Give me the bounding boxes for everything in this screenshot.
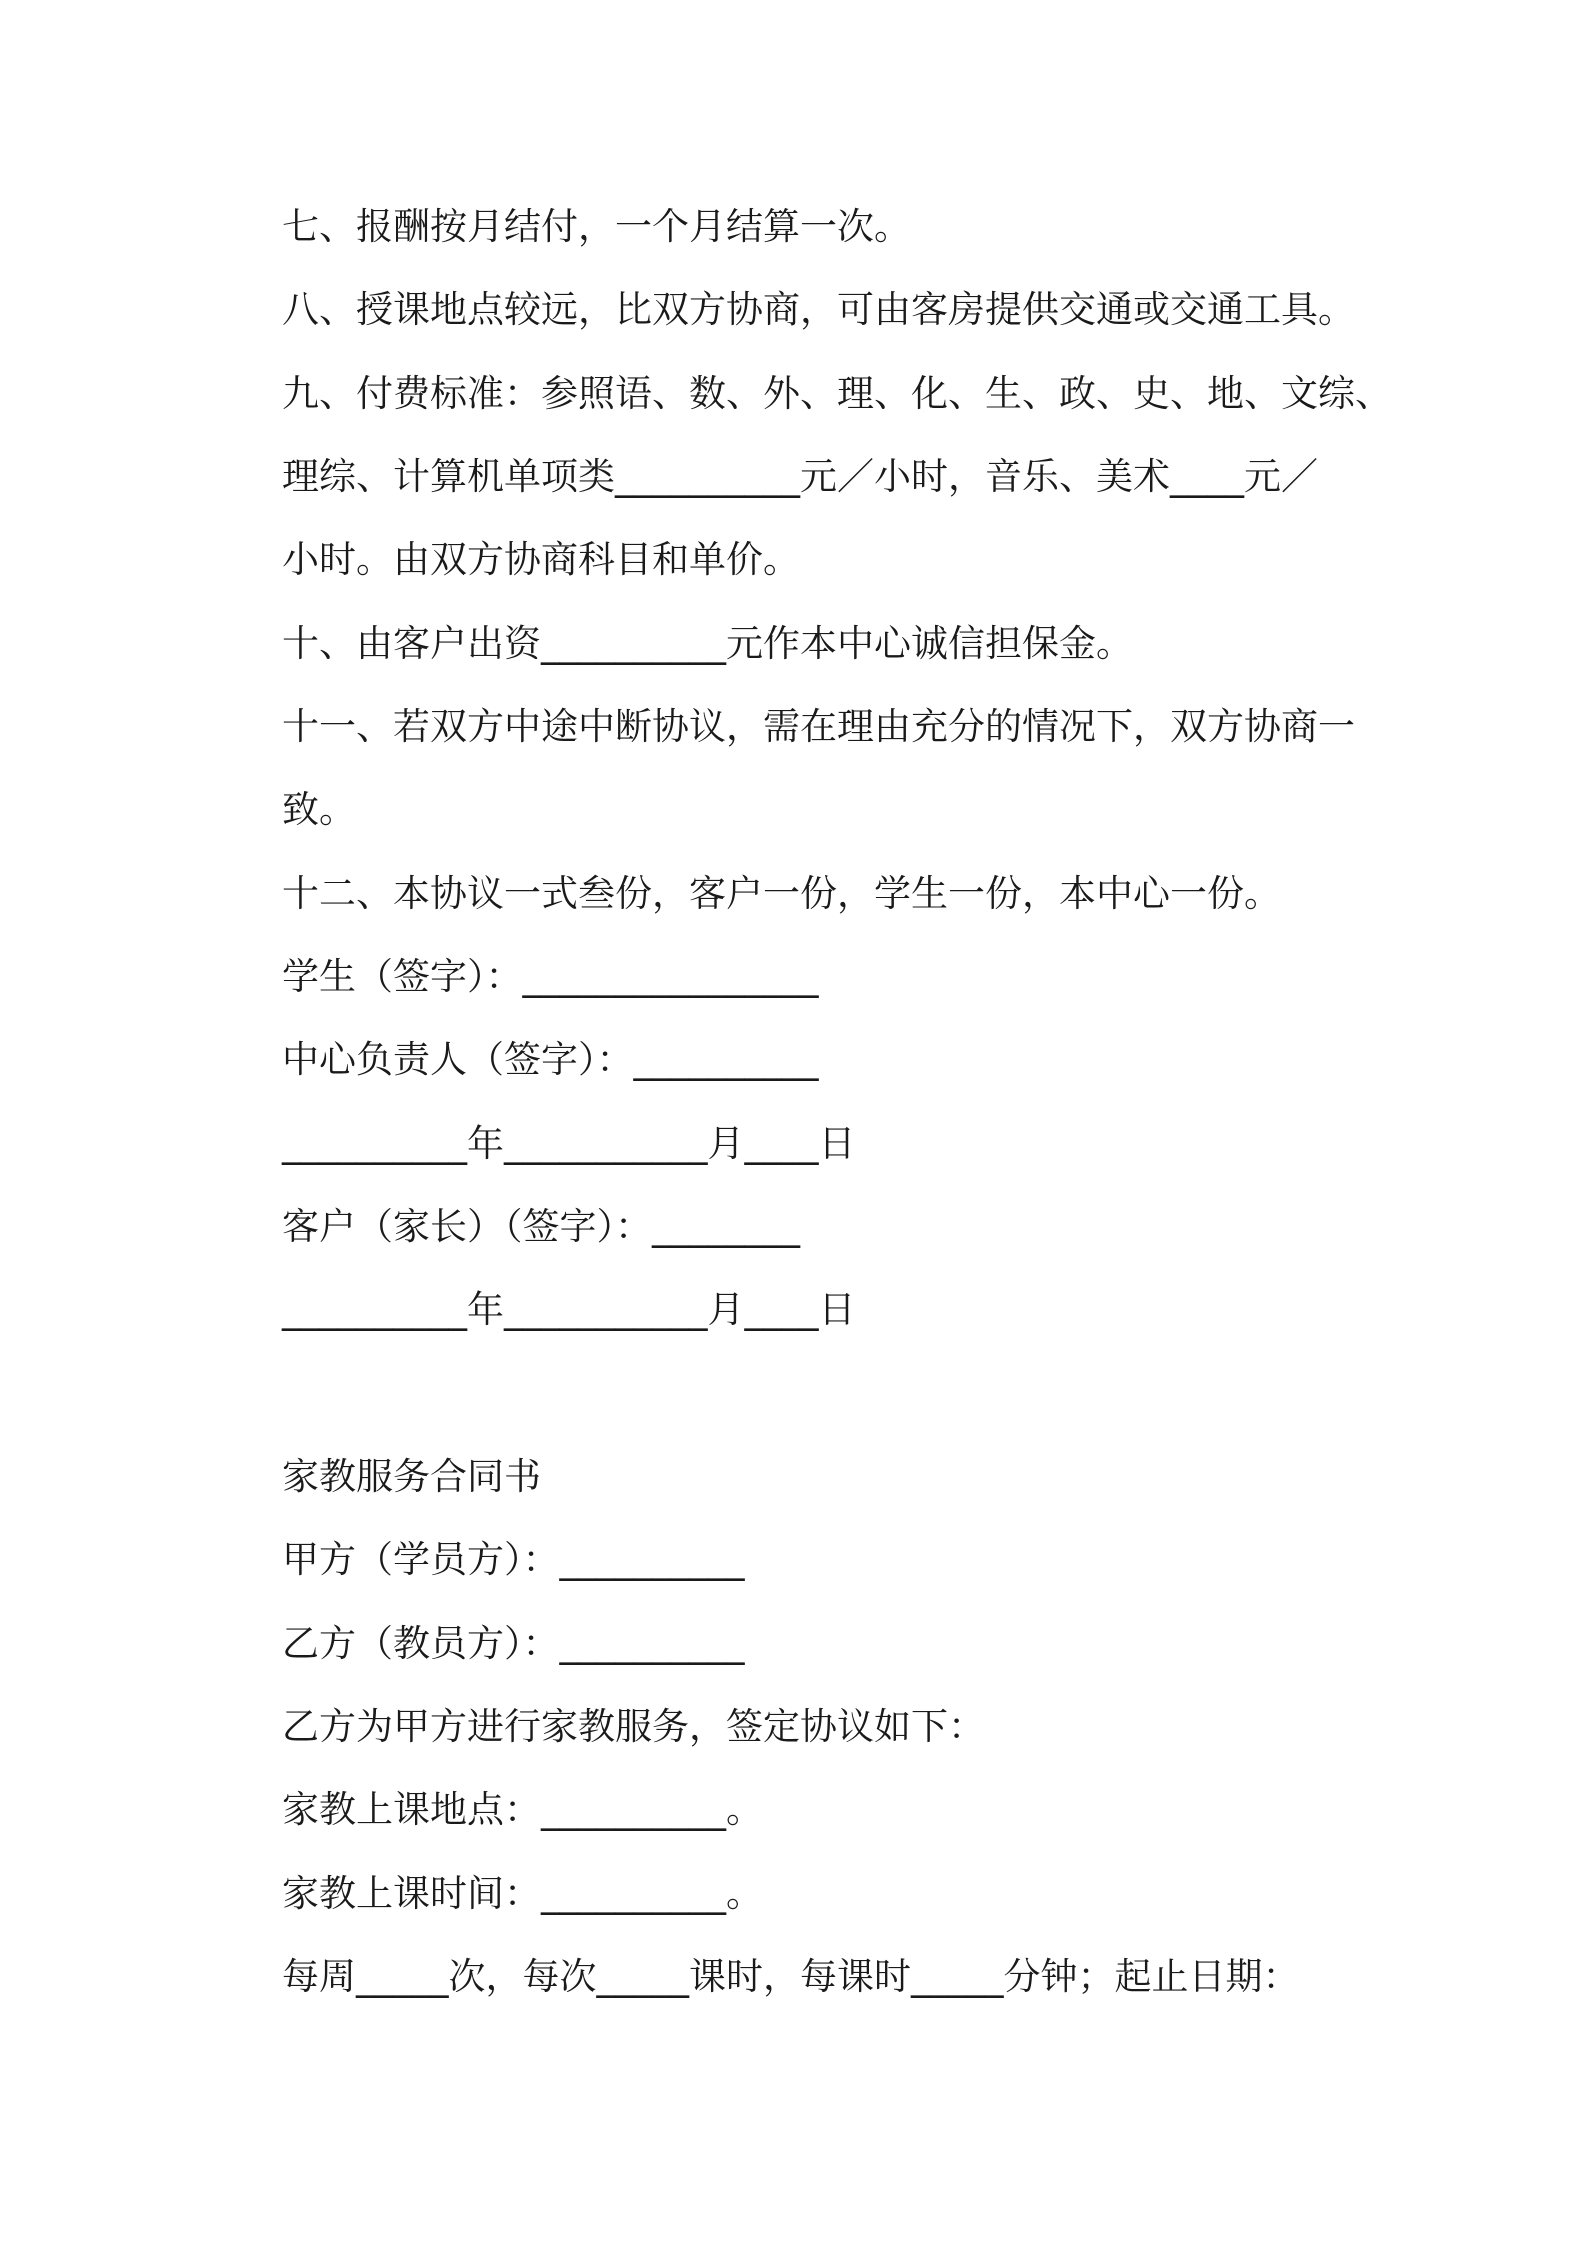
clause-12: 十二、本协议一式叁份，客户一份，学生一份，本中心一份。: [282, 872, 1281, 915]
date-line-1: __________年___________月____日: [282, 1122, 856, 1165]
date-line-2: __________年___________月____日: [282, 1288, 856, 1331]
party-b-line: 乙方（教员方）：__________: [282, 1622, 745, 1665]
student-signature-line: 学生（签字）：________________: [282, 955, 819, 998]
party-a-line: 甲方（学员方）：__________: [282, 1538, 745, 1581]
weekly-schedule-line: 每周_____次，每次_____课时，每课时_____分钟；起止日期：: [282, 1955, 1300, 1998]
center-manager-signature-line: 中心负责人（签字）：__________: [282, 1038, 819, 1081]
clause-9-line-1: 九、付费标准：参照语、数、外、理、化、生、政、史、地、文综、: [282, 372, 1392, 415]
clause-10: 十、由客户出资__________元作本中心诚信担保金。: [282, 622, 1133, 665]
contract-title: 家教服务合同书: [282, 1455, 541, 1498]
lesson-time-line: 家教上课时间：__________。: [282, 1872, 763, 1915]
clause-7: 七、报酬按月结付，一个月结算一次。: [282, 205, 911, 248]
clause-8: 八、授课地点较远，比双方协商，可由客房提供交通或交通工具。: [282, 288, 1355, 331]
clause-9-line-3: 小时。由双方协商科目和单价。: [282, 538, 800, 581]
lesson-location-line: 家教上课地点：__________。: [282, 1788, 763, 1831]
client-parent-signature-line: 客户（家长）（签字）：________: [282, 1205, 800, 1248]
clause-9-line-2: 理综、计算机单项类__________元／小时，音乐、美术____元／: [282, 455, 1318, 498]
clause-11-line-2: 致。: [282, 788, 356, 831]
clause-11-line-1: 十一、若双方中途中断协议，需在理由充分的情况下，双方协商一: [282, 705, 1355, 748]
agreement-intro: 乙方为甲方进行家教服务，签定协议如下：: [282, 1705, 985, 1748]
